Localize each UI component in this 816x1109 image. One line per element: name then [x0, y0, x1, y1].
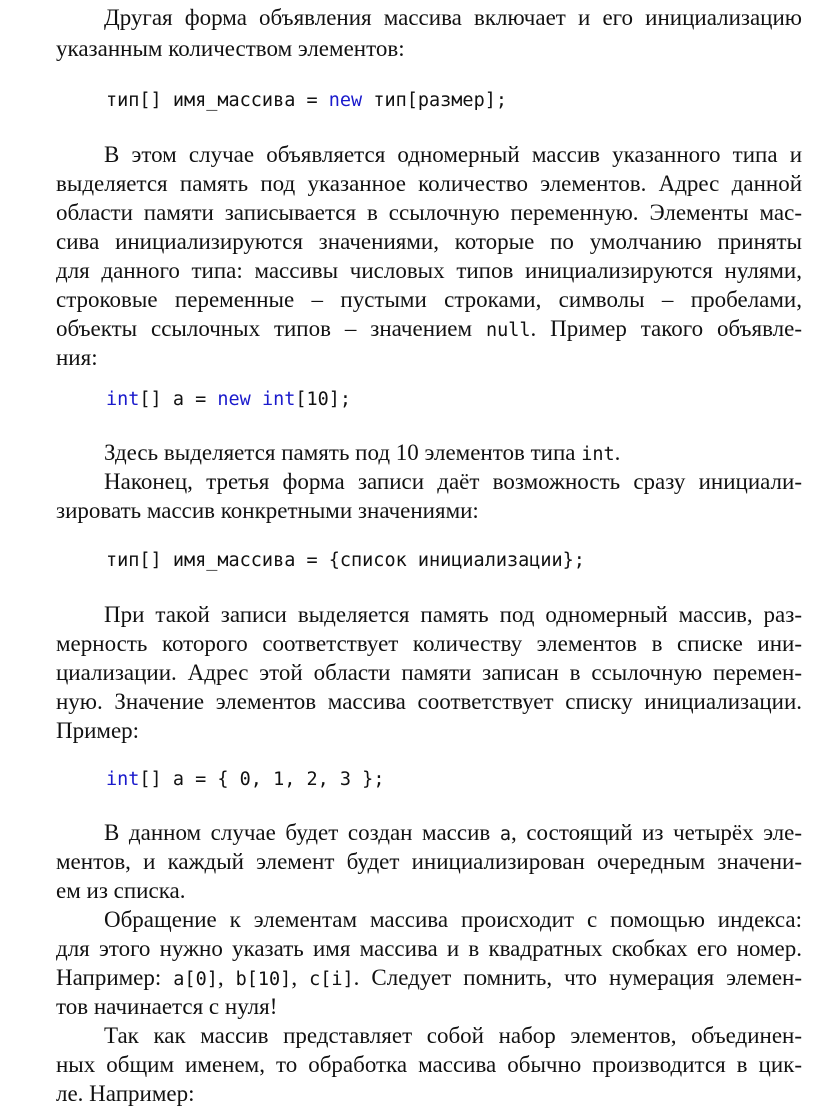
paragraph-7-line-1: Обращение к элементам массива происходит с помощью индекса:	[104, 907, 802, 932]
code-text: [] a =	[139, 389, 218, 410]
paragraph-5-line-2: мерность которого соответствует количеству элементов в списке ини-	[56, 631, 802, 656]
inline-code: null	[485, 320, 531, 341]
code-text: [10];	[295, 389, 352, 410]
paragraph-6-line-2: ментов, и каждый элемент будет инициализирован очередным значени-	[56, 849, 802, 874]
paragraph-8-line-3: ле. Например:	[56, 1081, 195, 1106]
text-run: ,	[291, 965, 310, 990]
code-text: [] a = { 0, 1, 2, 3 };	[139, 769, 385, 790]
paragraph-6-line-1	[56, 818, 802, 850]
code-line-1	[106, 86, 507, 116]
text-run: .	[614, 440, 621, 465]
code-keyword: int	[106, 389, 140, 410]
code-keyword: int	[261, 389, 296, 410]
code-line-3: тип[] имя_массива = {список инициализации};	[106, 550, 585, 571]
paragraph-8-line-2: ных общим именем, то обработка массива обычно производится в цик-	[56, 1052, 802, 1077]
paragraph-2-line-8: ния:	[56, 345, 98, 370]
inline-code: a	[499, 824, 511, 845]
text-run: объекты ссылочных типов – значением	[56, 316, 486, 341]
text-run: В данном случае будет создан массив	[104, 820, 500, 845]
paragraph-5-line-4: ную. Значение элементов массива соответствует списку инициализации.	[56, 689, 802, 714]
code-line-2	[106, 385, 351, 415]
text-run: . Пример такого объявле-	[530, 316, 802, 341]
paragraph-5-line-1: При такой записи выделяется память под одномерный массив, раз-	[104, 602, 802, 627]
code-text	[251, 389, 262, 410]
paragraph-2-line-6: строковые переменные – пустыми строками, символы – пробелами,	[56, 287, 802, 312]
paragraph-3-line-1	[56, 438, 802, 470]
paragraph-2-line-2: выделяется память под указанное количество элементов. Адрес данной	[56, 171, 802, 196]
paragraph-1-line-1: Другая форма объявления массива включает и его инициализацию	[104, 5, 802, 30]
paragraph-7-line-3	[56, 963, 802, 995]
text-run: Здесь выделяется память под 10 элементов типа	[104, 440, 582, 465]
paragraph-7-line-2: для этого нужно указать имя массива и в квадратных скобках его номер.	[56, 936, 802, 961]
paragraph-2-line-4: сива инициализируются значениями, которые по умолчанию приняты	[56, 229, 802, 254]
inline-code: b[10]	[235, 969, 292, 990]
inline-code: a[0]	[173, 969, 218, 990]
text-run: ,	[217, 965, 236, 990]
text-run: Например:	[56, 965, 174, 990]
inline-code: int	[581, 444, 615, 465]
text-run: , состоящий из четырёх эле-	[510, 820, 802, 845]
paragraph-2-line-1: В этом случае объявляется одномерный массив указанного типа и	[104, 142, 802, 167]
code-keyword: new	[217, 389, 251, 410]
code-text: тип[размер];	[362, 90, 507, 111]
code-keyword: int	[106, 769, 140, 790]
paragraph-7-line-4: тов начинается с нуля!	[56, 994, 278, 1019]
paragraph-4-line-1: Наконец, третья форма записи даёт возможность сразу инициали-	[104, 469, 802, 494]
paragraph-2-line-5: для данного типа: массивы числовых типов инициализируются нулями,	[56, 258, 802, 283]
paragraph-1-line-2: указанным количеством элементов:	[56, 36, 405, 61]
paragraph-5-line-3: циализации. Адрес этой области памяти записан в ссылочную перемен-	[56, 660, 802, 685]
paragraph-5-line-5: Пример:	[56, 718, 140, 743]
paragraph-2-line-3: области памяти записывается в ссылочную переменную. Элементы мас-	[56, 200, 802, 225]
paragraph-8-line-1: Так как массив представляет собой набор элементов, объединен-	[104, 1023, 802, 1048]
paragraph-4-line-2: зировать массив конкретными значениями:	[56, 498, 479, 523]
code-keyword: new	[328, 90, 363, 111]
paragraph-6-line-3: ем из списка.	[56, 878, 186, 903]
code-line-4	[106, 765, 384, 795]
paragraph-2-line-7	[56, 314, 802, 346]
inline-code: c[i]	[309, 969, 354, 990]
code-text: тип[] имя_массива =	[106, 90, 329, 111]
text-run: . Следует помнить, что нумерация элемен-	[353, 965, 803, 990]
